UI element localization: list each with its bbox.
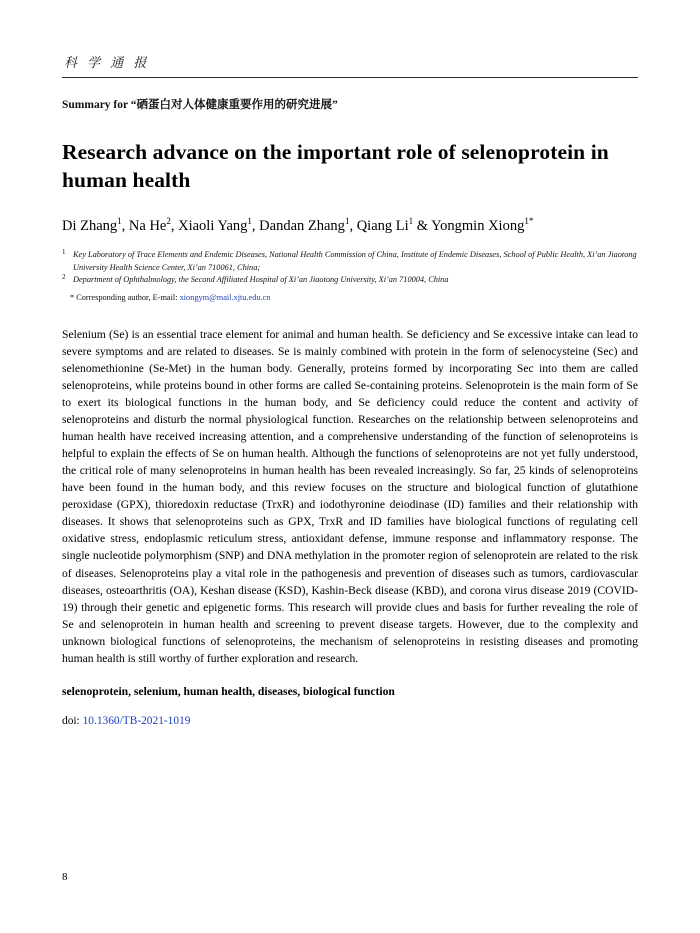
doi-line xyxy=(62,715,638,727)
affiliation-index: 2 xyxy=(62,273,66,282)
summary-for-line xyxy=(62,96,638,112)
doi-label: doi: xyxy=(62,714,83,727)
summary-suffix: ” xyxy=(332,99,338,111)
keywords: selenoprotein, selenium, human health, diseases, biological function xyxy=(62,684,395,698)
doi-link[interactable]: 10.1360/TB-2021-1019 xyxy=(82,714,191,727)
affiliation-list xyxy=(62,249,638,304)
abstract-text: Selenium (Se) is an essential trace element for animal and human health. Se deficiency and Se excessive intake can lead to severe symptoms and are related to diseases. Se is mainly combined with protein in the form of selenocysteine (Sec) and selenomethionine (Se-Met) in the human body. Generally, proteins formed by incorporating Sec into them are called selenoproteins, while proteins bound in other forms are called Se-containing proteins. Selenoprotein is the main form of Se to exert its biological functions in the human body, and Se deficiency could reduce the content and activity of selenoproteins and disturb the normal physiological function. Researches on the relationship between selenoproteins and human health have received increasing attention, and a comprehensive understanding of the function of selenoproteins is helpful to explain the effects of Se on human health. Although the functions of selenoproteins are not yet fully understood, the critical role of many selenoproteins in human health has been revealed increasingly. So far, 25 kinds of selenoproteins have been found in the human body, and this review focuses on the structure and biological function of glutathione peroxidase (GPX), thioredoxin reductase (TrxR) and iodothyronine deiodinase (ID) families and their relationship with diseases. It shows that selenoproteins such as GPX, TrxR and ID families have biological functions of regulating cell oxidative stress, endoplasmic reticulum stress, antioxidant defense, immune response and inflammatory response. The single nucleotide polymorphism (SNP) and DNA methylation in the promoter region of selenoprotein are related to the risk of diseases. Selenoproteins play a vital role in the pathogenesis and prevention of diseases such as tumors, cardiovascular diseases, osteoarthritis (OA), Keshan disease (KSD), Kashin-Beck disease (KBD), and corona virus disease 2019 (COVID-19) through their genetic and epigenetic forms. This research will provide clues and basis for further revealing the role of Se and selenoprotein in human health and screening to prevent disease targets. However, due to the complexity and unknown biological functions of selenoproteins, the mechanism of selenoproteins in resisting diseases and promoting human health is still worthy of further exploration and research. xyxy=(62,328,638,665)
summary-prefix: Summary for “ xyxy=(62,99,137,111)
summary-chinese-title: 硒蛋白对人体健康重要作用的研究进展 xyxy=(136,97,333,111)
affiliation-text: Department of Ophthalmology, the Second Affiliated Hospital of Xi’an Jiaotong University, Xi’an 710004, China xyxy=(73,275,449,285)
affiliation-text: Key Laboratory of Trace Elements and Endemic Diseases, National Health Commission of China, Institute of Endemic Diseases, School of Public Health, Xi’an Jiaotong University Health Science Center, Xi’an 710061, China; xyxy=(73,250,637,272)
affiliation-item xyxy=(62,274,638,286)
affiliation-item xyxy=(62,249,638,274)
corresponding-author xyxy=(62,292,638,304)
journal-masthead xyxy=(62,52,638,78)
page-number: 8 xyxy=(62,871,68,883)
page-title: Research advance on the important role of selenoprotein in human health xyxy=(62,140,609,193)
journal-logo: 科 学 通 报 xyxy=(64,56,150,71)
corresponding-label: * Corresponding author, E-mail: xyxy=(70,292,180,302)
corresponding-email-link[interactable]: xiongym@mail.xjtu.edu.cn xyxy=(179,292,271,302)
affiliation-index: 1 xyxy=(62,248,66,257)
author-list: Di Zhang$^1$, Na He$^2$, Xiaoli Yang$^1$, Dandan Zhang$^1$, Qiang Li$^1$ & Yongmin Xiong$^{1*}$ xyxy=(62,215,534,234)
